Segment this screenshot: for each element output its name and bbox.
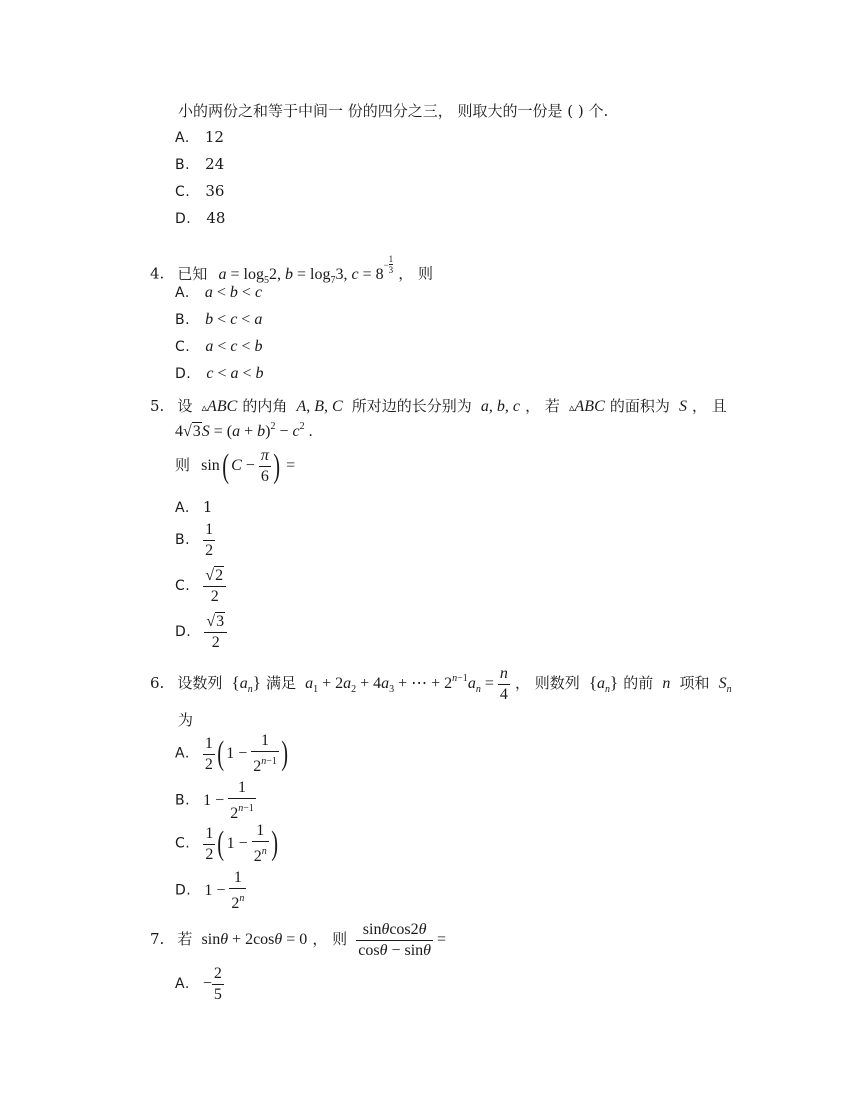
sides: a, b, c (480, 398, 521, 415)
question-number: 6. (150, 674, 165, 693)
q5-text: 设 (177, 397, 193, 415)
option-label: C. (175, 835, 191, 852)
option-value: 12 (204, 128, 224, 146)
triangle-abc: ▵ABC (568, 398, 605, 415)
q7-condition: sinθ + 2cosθ = 0 (201, 931, 308, 949)
q3-option-a (175, 127, 224, 146)
q6-option-d (175, 868, 246, 914)
sequence-an: $\{a_n\}$ (231, 673, 261, 696)
q5-text: 则 (175, 456, 191, 475)
q4-prefix: 已知 (177, 264, 208, 283)
q5-formula: sin( C − $\frac{\pi}{6}$ ) = (201, 447, 296, 485)
q5-text: ， 若 (525, 397, 560, 415)
q7-option-a (175, 964, 224, 1005)
option-label: B. (175, 792, 191, 809)
q5-text: 所对边的长分别为 (351, 397, 472, 415)
q5-text: 的面积为 (609, 397, 670, 415)
angles: A, B, C (296, 398, 343, 415)
q3-option-d (175, 208, 225, 227)
q3-option-b (175, 154, 224, 173)
q6-formula: $a_1 + 2a_2 + 4a_3$ + ⋯ + $2^{n-1}a_n$ = $\frac{n}{4}$ (305, 665, 508, 703)
option-label: A. (175, 745, 190, 762)
q5-option-a (175, 497, 212, 516)
q6-text: 的前 (623, 674, 654, 693)
q6-stem-line2: 为 (178, 711, 194, 729)
q5-stem-line1 (150, 395, 727, 416)
option-value: 36 (205, 182, 225, 200)
q6-option-a (175, 731, 290, 777)
q4-stem (150, 254, 433, 286)
option-label: C. (175, 578, 191, 595)
q4-suffix: ， 则 (398, 264, 434, 283)
option-formula: $\frac{1}{2}$ (205, 521, 214, 559)
option-formula: b < c < a (205, 311, 263, 328)
q4-formula: $a = \log_52$, $b = \log_73$, c = 8− $\frac{1}{3}$ (218, 254, 394, 286)
q6-option-b (175, 778, 256, 824)
option-label: D. (175, 211, 192, 227)
q6-option-c (175, 821, 280, 867)
option-formula: $\frac{1}{2}$ ( 1 − $\frac{1}{2^{n-1}}$ ) (204, 732, 288, 775)
option-value: 1 (202, 498, 213, 516)
option-label: B. (175, 157, 191, 173)
question-number: 5. (150, 397, 165, 415)
sequence-an: $\{a_n\}$ (588, 673, 619, 696)
option-label: B. (175, 312, 191, 328)
area-s: S (678, 398, 687, 415)
q6-text: 设数列 (177, 674, 223, 693)
q5-option-d (175, 612, 227, 653)
option-label: C. (175, 184, 191, 200)
q5-option-c (175, 566, 226, 607)
q5-text: 的内角 (242, 397, 288, 415)
var-n: n (662, 675, 671, 693)
q5-option-b (175, 520, 215, 561)
q7-text: 若 (177, 930, 193, 949)
option-formula: a < b < c (204, 284, 263, 301)
option-formula: − $\frac{2}{5}$ (202, 965, 222, 1003)
option-formula: $\frac{1}{2}$ ( 1 − $\frac{1}{2^n}$ ) (205, 822, 278, 865)
option-label: A. (175, 285, 190, 301)
option-label: C. (175, 339, 191, 355)
q4-option-b (175, 309, 262, 329)
q4-option-d (175, 363, 264, 383)
option-value: 24 (205, 155, 225, 173)
option-label: D. (175, 624, 192, 641)
q7-text: ， 则 (312, 930, 348, 949)
q5-condition: $4√3S = (a + b)^2 - c^2$ . (175, 421, 313, 440)
q4-option-c (175, 336, 263, 356)
option-label: A. (175, 500, 190, 516)
option-formula: 1 − $\frac{1}{2^{n-1}}$ (203, 779, 254, 822)
option-label: D. (175, 882, 192, 899)
triangle-abc: ▵ABC (201, 398, 238, 415)
question-number: 4. (150, 264, 165, 283)
sum-sn: $S_n$ (718, 675, 732, 696)
option-formula: $\frac{√2}{2}$ (203, 577, 226, 594)
q6-text: ， 则数列 (514, 674, 580, 693)
q6-stem-line1 (150, 664, 732, 705)
q6-text: 满足 (265, 674, 296, 693)
q7-formula: $\frac{\sin\theta\cos 2\theta}{\cos\theta - \sin\theta}$ = (358, 921, 447, 959)
option-label: D. (175, 366, 192, 382)
option-label: A. (175, 976, 190, 993)
q4-option-a (175, 282, 262, 302)
q6-text: 项和 (679, 674, 710, 693)
question-number: 7. (150, 930, 165, 949)
option-formula: $\frac{√3}{2}$ (204, 623, 227, 640)
q3-stem-tail: 小的两份之和等于中间一 份的四分之三， 则取大的一份是 ( ) 个. (178, 102, 609, 120)
q5-ask (175, 446, 295, 487)
option-label: B. (175, 532, 191, 549)
q7-stem (150, 920, 446, 961)
option-formula: c < a < b (206, 365, 264, 382)
option-value: 48 (206, 209, 226, 227)
option-formula: a < c < b (205, 338, 263, 355)
q5-text: ， 且 (692, 397, 727, 415)
option-formula: 1 − $\frac{1}{2^n}$ (204, 869, 245, 912)
option-label: A. (175, 130, 190, 146)
q3-option-c (175, 181, 224, 200)
